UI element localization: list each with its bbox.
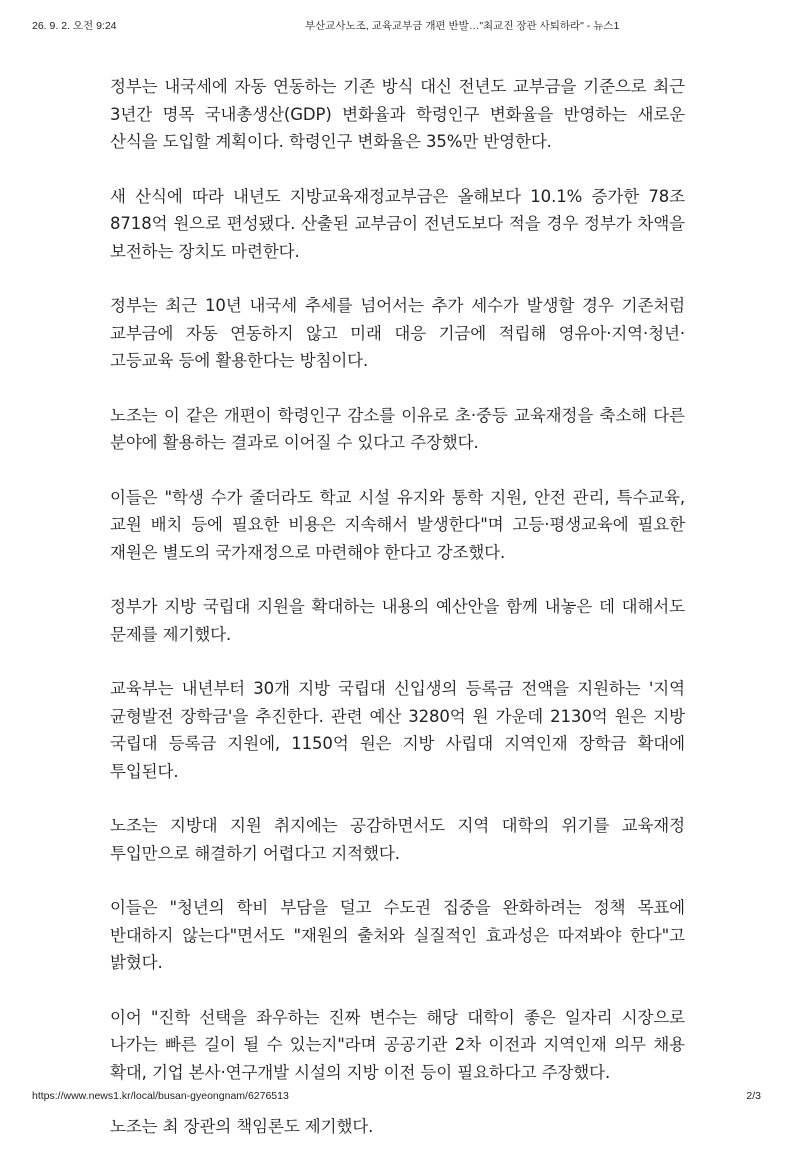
print-footer xyxy=(32,1090,761,1106)
page-number: 2/3 xyxy=(746,1090,761,1102)
article-paragraph: 노조는 이 같은 개편이 학령인구 감소를 이유로 초·중등 교육재정을 축소해 다른 분야에 활용하는 결과로 이어질 수 있다고 주장했다. xyxy=(110,405,685,452)
article-paragraph: 새 산식에 따라 내년도 지방교육재정교부금은 올해보다 10.1% 증가한 78조 8718억 원으로 편성됐다. 산출된 교부금이 전년도보다 적을 경우 정부가 차액을 보전하는 장치도 마련한다. xyxy=(110,186,685,261)
article-paragraph: 정부는 최근 10년 내국세 추세를 넘어서는 추가 세수가 발생할 경우 기존처럼 교부금에 자동 연동하지 않고 미래 대응 기금에 적립해 영유아·지역·청년·고등교육 등에 활용한다는 방침이다. xyxy=(110,296,685,370)
print-header xyxy=(32,18,761,34)
article-paragraph: 정부는 내국세에 자동 연동하는 기존 방식 대신 전년도 교부금을 기준으로 최근 3년간 명목 국내총생산(GDP) 변화율과 학령인구 변화율을 반영하는 새로운 산식을 도입할 계획이다. 학령인구 변화율은 35%만 반영한다. xyxy=(110,77,685,151)
article-body xyxy=(110,73,685,1168)
print-date: 26. 9. 2. 오전 9:24 xyxy=(32,20,117,32)
article-paragraph: 노조는 지방대 지원 취지에는 공감하면서도 지역 대학의 위기를 교육재정 투입만으로 해결하기 어렵다고 지적했다. xyxy=(110,816,685,863)
page-url[interactable]: https://www.news1.kr/local/busan-gyeongnam/6276513 xyxy=(32,1090,289,1102)
article-paragraph: 이들은 "학생 수가 줄더라도 학교 시설 유지와 통학 지원, 안전 관리, 특수교육, 교원 배치 등에 필요한 비용은 지속해서 발생한다"며 고등·평생교육에 필요한 재원은 별도의 국가재정으로 마련해야 한다고 강조했다. xyxy=(110,487,685,562)
document-title: 부산교사노조, 교육교부금 개편 반발…"최교진 장관 사퇴하라" - 뉴스1 xyxy=(305,20,620,32)
article-paragraph: 교육부는 내년부터 30개 지방 국립대 신입생의 등록금 전액을 지원하는 '지역 균형발전 장학금'을 추진한다. 관련 예산 3280억 원 가운데 2130억 원은 지방 국립대 등록금 지원에, 1150억 원은 지방 사립대 지역인재 장학금 확대에 투입된다. xyxy=(110,679,685,781)
article-paragraph: 이어 "진학 선택을 좌우하는 진짜 변수는 해당 대학이 좋은 일자리 시장으로 나가는 빠른 길이 될 수 있는지"라며 공공기관 2차 이전과 지역인재 의무 채용 확대, 기업 본사·연구개발 시설의 지방 이전 등이 필요하다고 주장했다. xyxy=(110,1007,685,1082)
article-paragraph: 이들은 "청년의 학비 부담을 덜고 수도권 집중을 완화하려는 정책 목표에 반대하지 않는다"면서도 "재원의 출처와 실질적인 효과성은 따져봐야 한다"고 밝혔다. xyxy=(110,898,685,972)
article-paragraph: 정부가 지방 국립대 지원을 확대하는 내용의 예산안을 함께 내놓은 데 대해서도 문제를 제기했다. xyxy=(110,597,685,644)
article-paragraph: 노조는 최 장관의 책임론도 제기했다. xyxy=(110,1117,374,1136)
